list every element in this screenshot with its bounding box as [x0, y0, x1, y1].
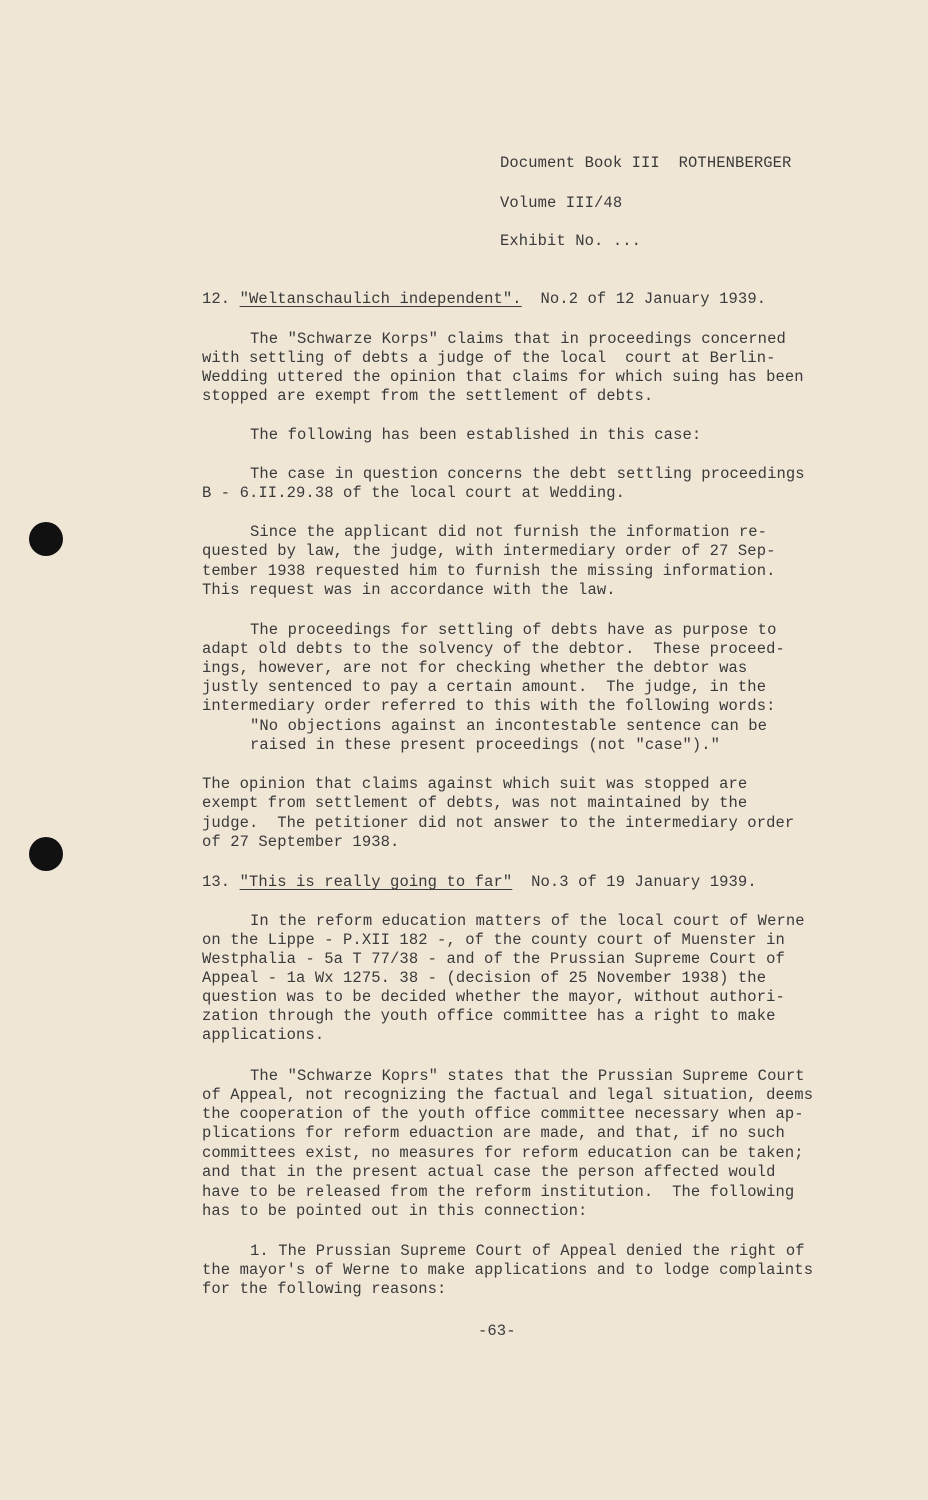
paragraph-line: The "Schwarze Korps" claims that in proceedings concerned	[250, 330, 786, 348]
paragraph-line: of 27 September 1938.	[202, 833, 400, 851]
paragraph-line: quested by law, the judge, with intermediary order of 27 Sep-	[202, 542, 776, 560]
paragraph-line: has to be pointed out in this connection:	[202, 1202, 588, 1220]
paragraph-line: tember 1938 requested him to furnish the missing information.	[202, 562, 776, 580]
section-ref: No.2 of 12 January 1939.	[540, 290, 767, 308]
paragraph-line: the cooperation of the youth office committee necessary when ap-	[202, 1105, 804, 1123]
paragraph-line: In the reform education matters of the local court of Werne	[250, 912, 805, 930]
quote-line: "No objections against an incontestable sentence can be	[250, 717, 768, 735]
section-title: "Weltanschaulich independent".	[239, 290, 522, 308]
paragraph-line: committees exist, no measures for reform education can be taken;	[202, 1144, 804, 1162]
section-number: 13.	[202, 873, 231, 891]
paragraph-line: zation through the youth office committee has a right to make	[202, 1007, 776, 1025]
punch-hole-icon	[29, 522, 63, 556]
paragraph-line: Since the applicant did not furnish the information re-	[250, 523, 768, 541]
paragraph-line: B - 6.II.29.38 of the local court at Wedding.	[202, 484, 626, 502]
paragraph-line: of Appeal, not recognizing the factual and legal situation, deems	[202, 1086, 814, 1104]
document-book-line: Document Book III ROTHENBERGER	[500, 154, 792, 172]
paragraph-line: 1. The Prussian Supreme Court of Appeal denied the right of	[250, 1242, 805, 1260]
paragraph-line: judge. The petitioner did not answer to the intermediary order	[202, 814, 795, 832]
paragraph-line: The proceedings for settling of debts have as purpose to	[250, 621, 777, 639]
section-number: 12.	[202, 290, 231, 308]
paragraph-line: intermediary order referred to this with the following words:	[202, 697, 776, 715]
paragraph-line: This request was in accordance with the law.	[202, 581, 616, 599]
paragraph-line: stopped are exempt from the settlement of debts.	[202, 387, 654, 405]
section-13-heading	[202, 873, 757, 893]
paragraph-line: The following has been established in this case:	[250, 426, 702, 444]
paragraph-line: exempt from settlement of debts, was not maintained by the	[202, 794, 748, 812]
punch-hole-icon	[29, 837, 63, 871]
paragraph-line: The "Schwarze Koprs" states that the Prussian Supreme Court	[250, 1067, 805, 1085]
paragraph-line: The opinion that claims against which suit was stopped are	[202, 775, 748, 793]
exhibit-line: Exhibit No. ...	[500, 232, 642, 250]
section-title: "This is really going to far"	[239, 873, 513, 891]
paragraph-line: plications for reform eduaction are made, and that, if no such	[202, 1124, 785, 1142]
paragraph-line: have to be released from the reform institution. The following	[202, 1183, 795, 1201]
volume-line: Volume III/48	[500, 194, 623, 212]
paragraph-line: applications.	[202, 1026, 325, 1044]
page-number: -63-	[478, 1322, 516, 1340]
paragraph-line: justly sentenced to pay a certain amount. The judge, in the	[202, 678, 767, 696]
paragraph-line: the mayor's of Werne to make applications and to lodge complaints	[202, 1261, 814, 1279]
section-12-heading	[202, 290, 766, 310]
paragraph-line: with settling of debts a judge of the local court at Berlin-	[202, 349, 776, 367]
paragraph-line: Wedding uttered the opinion that claims for which suing has been	[202, 368, 804, 386]
paragraph-line: adapt old debts to the solvency of the debtor. These proceed-	[202, 640, 785, 658]
paragraph-line: Appeal - 1a Wx 1275. 38 - (decision of 25 November 1938) the	[202, 969, 767, 987]
paragraph-line: and that in the present actual case the person affected would	[202, 1163, 776, 1181]
paragraph-line: Westphalia - 5a T 77/38 - and of the Prussian Supreme Court of	[202, 950, 785, 968]
paragraph-line: ings, however, are not for checking whether the debtor was	[202, 659, 748, 677]
quote-line: raised in these present proceedings (not "case")."	[250, 736, 721, 754]
paragraph-line: on the Lippe - P.XII 182 -, of the county court of Muenster in	[202, 931, 785, 949]
paragraph-line: question was to be decided whether the mayor, without authori-	[202, 988, 785, 1006]
paragraph-line: for the following reasons:	[202, 1280, 447, 1298]
section-ref: No.3 of 19 January 1939.	[531, 873, 757, 891]
paragraph-line: The case in question concerns the debt settling proceedings	[250, 465, 805, 483]
